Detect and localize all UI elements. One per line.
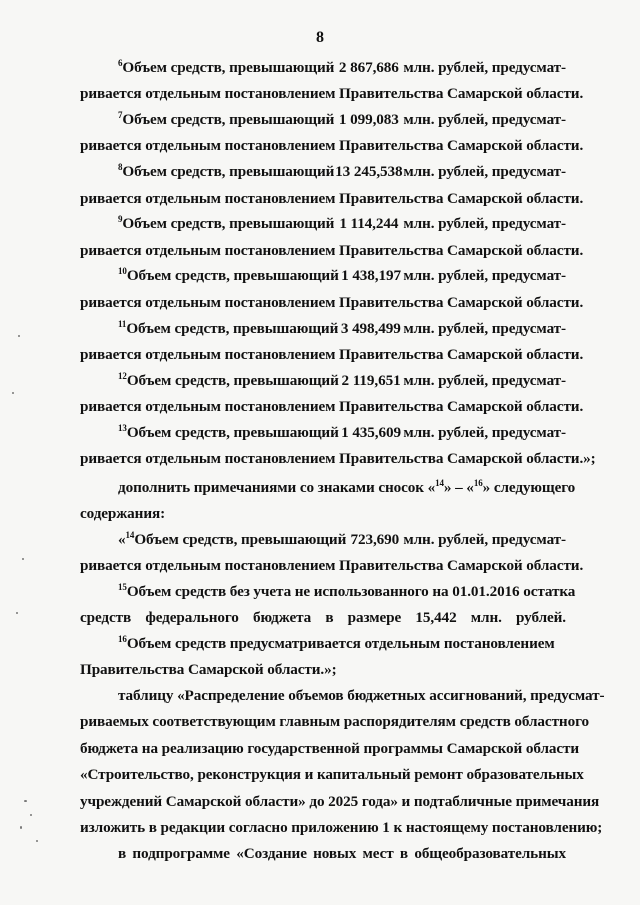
- footnote-line-2: ривается отдельным постановлением Правительства Самарской области.: [80, 557, 584, 575]
- footnote-marker: 15: [118, 582, 127, 592]
- table-paragraph: [80, 683, 605, 841]
- scan-speck: [20, 826, 22, 829]
- footnote-10: [80, 263, 584, 316]
- footnote-line-2: средств федерального бюджета в размере 15,442 млн. рублей.: [80, 609, 566, 627]
- supplement-line-1: дополнить примечаниями со знаками сносок «$^{14}$» – «$^{16}$» следующего: [118, 478, 576, 496]
- scan-speck: [18, 335, 20, 337]
- subprogram-paragraph: [80, 841, 566, 867]
- footnote-marker: 14: [125, 530, 135, 540]
- footnote-line-1: $^9$Объем средств, превышающий 1 114,244 млн. рублей, предусмат-: [118, 214, 566, 233]
- scan-speck: [16, 612, 18, 614]
- scan-speck: [22, 558, 24, 560]
- footnote-line-2: ривается отдельным постановлением Правительства Самарской области.»;: [80, 450, 596, 468]
- footnote-line-1: «$^{14}$Объем средств, превышающий 723,690 млн. рублей, предусмат-: [118, 530, 566, 548]
- footnote-line-2: ривается отдельным постановлением Правительства Самарской области.: [80, 189, 584, 207]
- footnote-ref: 14: [435, 478, 444, 488]
- footnote-line-1: $^{12}$Объем средств, превышающий 2 119,651 млн. рублей, предусмат-: [118, 370, 566, 389]
- paragraph-line: риваемых соответствующим главным распорядителям средств областного: [80, 713, 589, 731]
- footnote-7: [80, 107, 584, 160]
- paragraph-line: в подпрограмме «Создание новых мест в общеобразовательных: [118, 845, 566, 862]
- footnote-ref: 16: [473, 478, 483, 488]
- footnote-line-1: $^7$Объем средств, превышающий 1 099,083 млн. рублей, предусмат-: [118, 110, 566, 129]
- footnote-marker: 6: [118, 58, 123, 68]
- scan-speck: [24, 800, 27, 802]
- footnote-16: [80, 631, 566, 684]
- paragraph-line: бюджета на реализацию государственной программы Самарской области: [80, 739, 580, 757]
- footnote-line-1: $^{11}$Объем средств, превышающий 3 498,499 млн. рублей, предусмат-: [118, 318, 566, 337]
- footnote-line-1: $^6$Объем средств, превышающий 2 867,686 млн. рублей, предусмат-: [118, 58, 566, 76]
- footnote-line-2: ривается отдельным постановлением Правительства Самарской области.: [80, 345, 584, 363]
- footnote-8: [80, 159, 584, 212]
- footnote-line-2: ривается отдельным постановлением Правительства Самарской области.: [80, 137, 584, 155]
- footnote-marker: 10: [118, 266, 127, 277]
- footnote-line-1: $^{10}$Объем средств, превышающий 1 438,197 млн. рублей, предусмат-: [118, 266, 566, 285]
- page-number: 8: [316, 29, 324, 46]
- paragraph-line: таблицу «Распределение объемов бюджетных ассигнований, предусмат-: [118, 687, 605, 704]
- footnote-13: [80, 420, 596, 473]
- footnote-14: [80, 527, 584, 580]
- paragraph-line: учреждений Самарской области» до 2025 года» и подтабличные примечания: [80, 792, 600, 810]
- footnote-15: [80, 579, 576, 632]
- footnote-line-2: ривается отдельным постановлением Правительства Самарской области.: [80, 397, 584, 415]
- paragraph-line: «Строительство, реконструкция и капитальный ремонт образовательных: [80, 766, 584, 784]
- footnote-line-1: $^{13}$Объем средств, превышающий 1 435,609 млн. рублей, предусмат-: [118, 422, 566, 441]
- footnote-line-2: ривается отдельным постановлением Правительства Самарской области.: [80, 241, 584, 259]
- footnote-line-1: $^8$Объем средств, превышающий 13 245,538 млн. рублей, предусмат-: [118, 162, 566, 181]
- footnote-line-1: $^{16}$Объем средств предусматривается отдельным постановлением: [118, 634, 555, 652]
- scan-speck: [36, 840, 38, 842]
- footnote-12: [80, 368, 584, 421]
- supplement-paragraph: [80, 475, 576, 528]
- supplement-line-2: содержания:: [80, 505, 166, 523]
- footnote-marker: 13: [118, 422, 127, 433]
- footnote-marker: 9: [118, 214, 123, 225]
- footnote-line-2: ривается отдельным постановлением Правительства Самарской области.: [80, 293, 584, 311]
- footnote-marker: 8: [118, 162, 123, 173]
- footnote-line-2: Правительства Самарской области.»;: [80, 661, 337, 679]
- footnote-6: [80, 55, 584, 108]
- paragraph-line: изложить в редакции согласно приложению 1 к настоящему постановлению;: [80, 818, 603, 836]
- scan-speck: [12, 392, 14, 394]
- footnote-line-1: $^{15}$Объем средств без учета не использованного на 01.01.2016 остатка: [118, 582, 576, 600]
- scan-speck: [30, 814, 32, 816]
- footnote-marker: 11: [118, 318, 127, 329]
- footnote-11: [80, 316, 584, 369]
- footnote-line-2: ривается отдельным постановлением Правительства Самарской области.: [80, 85, 584, 103]
- footnote-9: [80, 211, 584, 264]
- footnote-marker: 16: [118, 634, 127, 644]
- footnote-marker: 12: [118, 370, 127, 381]
- footnote-marker: 7: [118, 110, 123, 121]
